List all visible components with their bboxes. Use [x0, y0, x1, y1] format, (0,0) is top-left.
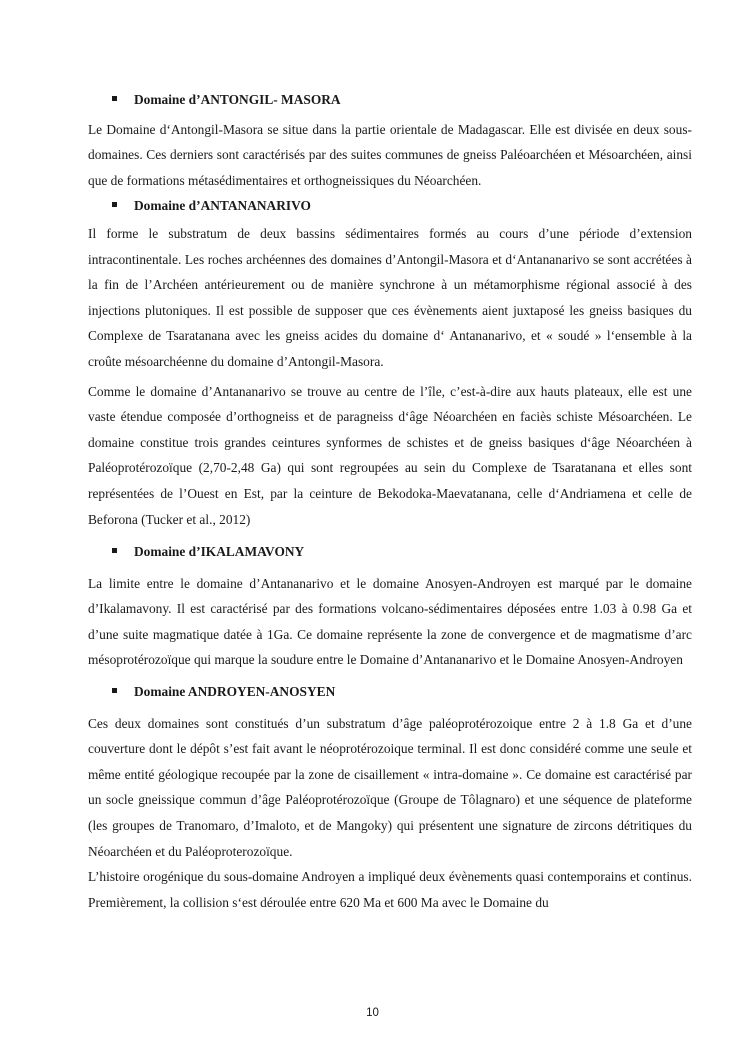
paragraph-ikalamavony: La limite entre le domaine d’Antananarivo et le domaine Anosyen-Androyen est marqué par le domaine d’Ikalamavony. Il est caractérisé par des formations volcano-sédimentaires déposées entre 1.03 à 0.98 Ga et d’une suite magmatique datée à 1Ga. Ce domaine représente la zone de convergence et de magmatisme d’arc mésoprotérozoïque qui marque la soudure entre le Domaine d’Antananarivo et le Domaine Anosyen-Androyen: [88, 575, 692, 668]
section-heading-antananarivo: [88, 193, 692, 219]
paragraph-antongil-masora: Le Domaine d‘Antongil-Masora se situe dans la partie orientale de Madagascar. Elle est divisée en deux sous-domaines. Ces derniers sont caractérisés par des suites communes de gneiss Paléoarchéen et Mésoarchéen, ainsi que de formations métasédimentaires et orthogneissiques du Néoarchéen.: [88, 121, 692, 188]
paragraph-antananarivo-1: Il forme le substratum de deux bassins sédimentaires formés au cours d’une période d’extension intracontinentale. Les roches archéennes des domaines d’Antongil-Masora et d‘Antananarivo se sont accrétées à la fin de l’Archéen antérieurement ou de manière synchrone à un métamorphisme régional associé à des injections plutoniques. Il est possible de supposer que ces évènements aient juxtaposé les gneiss basiques du Complexe de Tsaratanana avec les gneiss acides du domaine d‘ Antananarivo, et « soudé » l‘ensemble à la croûte mésoarchéenne du domaine d’Antongil-Masora.: [88, 225, 692, 369]
section-heading-antongil-masora: [88, 87, 692, 113]
paragraph-antananarivo-2: Comme le domaine d’Antananarivo se trouve au centre de l’île, c’est-à-dire aux hauts plateaux, elle est une vaste étendue composée d’orthogneiss et de paragneiss d‘âge Néoarchéen en faciès schiste Mésoarchéen. Le domaine constitue trois grandes ceintures synformes de schistes et de gneiss basiques d‘âge Néoarchéen à Paléoprotérozoïque (2,70-2,48 Ga) qui sont regroupées au sein du Complexe de Tsaratanana et elles sont représentées de l’Ouest en Est, par la ceinture de Bekodoka-Maevatanana, celle d‘Andriamena et celle de Beforona (Tucker et al., 2012): [88, 383, 692, 527]
square-bullet-icon: [112, 548, 117, 553]
heading-text: Domaine ANDROYEN-ANOSYEN: [134, 684, 336, 700]
heading-text: Domaine d’ANTANANARIVO: [134, 198, 311, 214]
paragraph-androyen-anosyen-1: Ces deux domaines sont constitués d’un substratum d’âge paléoprotérozoique entre 2 à 1.8 Ga et d’une couverture dont le dépôt s’est fait avant le néoprotérozoique terminal. Il est donc considéré comme une seule et même entité géologique recoupée par la zone de cisaillement « intra-domaine ». Ce domaine est caractérisé par un socle gneissique commun d’âge Paléoprotérozoïque (Groupe de Tôlagnaro) et une séquence de plateforme (les groupes de Tranomaro, d’Imaloto, et de Mangoky) qui présentent une signature de zircons détritiques du Néoarchéen et du Paléoproterozoïque.: [88, 715, 692, 859]
square-bullet-icon: [112, 96, 117, 101]
paragraph-androyen-anosyen-2: L’histoire orogénique du sous-domaine Androyen a impliqué deux évènements quasi contemporains et continus. Premièrement, la collision s‘est déroulée entre 620 Ma et 600 Ma avec le Domaine du: [88, 869, 692, 910]
heading-text: Domaine d’ANTONGIL- MASORA: [134, 92, 341, 107]
square-bullet-icon: [112, 202, 117, 207]
heading-text: Domaine d’IKALAMAVONY: [134, 544, 305, 560]
section-heading-androyen-anosyen: [88, 679, 692, 705]
page-body: [88, 87, 692, 915]
page-number: 10: [366, 1007, 379, 1019]
square-bullet-icon: [112, 688, 117, 693]
section-heading-ikalamavony: [88, 539, 692, 565]
